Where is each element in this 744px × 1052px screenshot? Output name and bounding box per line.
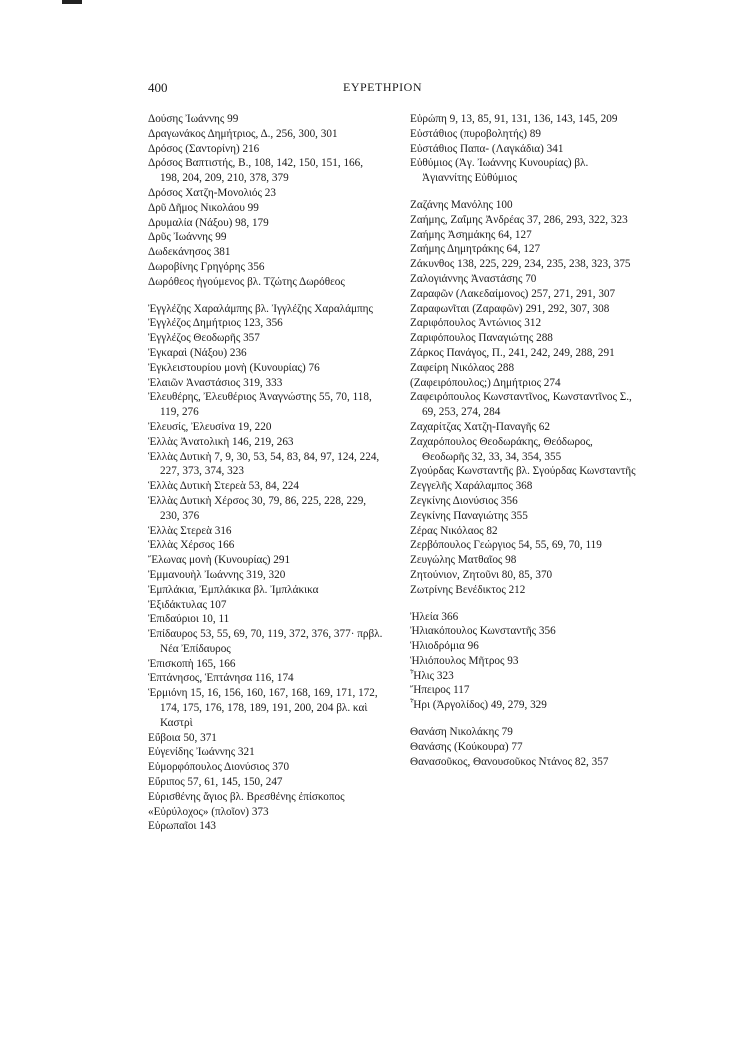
index-entry: Ἐλευσίς, Ἐλευσίνα 19, 220 [148,420,272,433]
index-entry: Εὔριπος 57, 61, 145, 150, 247 [148,776,283,789]
index-entry: Δρόσος (Σαντορίνη) 216 [148,142,260,155]
index-entry: Ζαζάνης Μανόλης 100 [410,198,513,211]
page-header [148,80,632,98]
index-entry: Ἐγγλέζος Δημήτριος 123, 356 [148,317,283,330]
index-entry: Ζωτρίνης Βενέδικτος 212 [410,583,526,596]
index-entry: Ζαήμης Ἀσημάκης 64, 127 [410,228,532,241]
index-entry: Ζαχαρόπουλος Θεοδωράκης, Θεόδωρος, Θεοδωρῆς 32, 33, 34, 354, 355 [410,435,593,463]
index-entry: Εὐστάθιος (πυροβολητής) 89 [410,127,541,140]
index-entry: Ἐλαιῶν Ἀναστάσιος 319, 333 [148,376,283,389]
index-entry: Ζεγκίνης Παναγιώτης 355 [410,509,528,522]
index-entry: Θανάσης (Κούκουρα) 77 [410,740,523,753]
index-entry: Ζάρκος Πανάγος, Π., 241, 242, 249, 288, 291 [410,346,615,359]
index-entry: Ἤπειρος 117 [410,684,470,697]
index-entry: Δρυμαλία (Νάξου) 98, 179 [148,216,269,229]
index-entry: «Εὐρύλοχος» (πλοῖον) 373 [148,805,269,818]
index-entry: Ἐπισκοπὴ 165, 166 [148,657,236,670]
index-entry: Ἐγκλειστουρίου μονὴ (Κυνουρίας) 76 [148,361,320,374]
index-entry: Ἐμπλάκια, Ἐμπλάκικα βλ. Ἰμπλάκικα [148,583,319,596]
index-entry: Ζαφειρόπουλος Κωνσταντῖνος, Κωνσταντῖνος Σ., 69, 253, 274, 284 [410,391,632,419]
index-entry: Ἐπιδαύριοι 10, 11 [148,613,230,626]
index-entry: Δωροβίνης Γρηγόρης 356 [148,260,265,273]
index-entry: Ζητούνιον, Ζητοῦνι 80, 85, 370 [410,568,553,581]
index-entry: Ἡλιοδρόμια 96 [410,640,479,653]
index-entry: Εὐγενίδης Ἰωάννης 321 [148,746,255,759]
index-entry: Εὐρισθένης ἅγιος βλ. Βρεσθένης ἐπίσκοπος [148,790,345,803]
index-entry: Ἑλλὰς Δυτικὴ 7, 9, 30, 53, 54, 83, 84, 97, 124, 224, 227, 373, 374, 323 [148,450,380,478]
index-entry: Ἐξιδάκτυλας 107 [148,598,227,611]
index-entry: Δρόσος Χατζη-Μονολιός 23 [148,186,276,199]
index-entry: Ἠλεία 366 [410,610,459,623]
index-entry: Ἐγγλέζης Χαραλάμπης βλ. Ἰγγλέζης Χαραλάμπης [148,302,373,315]
index-entry: Ἦλις 323 [410,669,454,682]
index-entry: Εὐμορφόπουλος Διονύσιος 370 [148,761,290,774]
index-entry: Ἑλλὰς Ἀνατολικὴ 146, 219, 263 [148,435,294,448]
index-entry: Ἑπτάνησος, Ἑπτάνησα 116, 174 [148,672,294,685]
index-entry: Ζάκυνθος 138, 225, 229, 234, 235, 238, 323, 375 [410,258,631,271]
index-entry: Ἑλλὰς Δυτικὴ Χέρσος 30, 79, 86, 225, 228, 229, 230, 376 [148,494,367,522]
index-entry: Θανασοῦκος, Θανουσοῦκος Ντάνος 82, 357 [410,755,609,768]
index-entry: Ζαραφωνῖται (Ζαραφῶν) 291, 292, 307, 308 [410,302,610,315]
index-entry: Ἑλλὰς Χέρσος 166 [148,539,235,552]
index-entry: Δραγωνάκος Δημήτριος, Δ., 256, 300, 301 [148,127,338,140]
index-entry: Ζέρας Νικόλαος 82 [410,524,498,537]
index-entry: Εὔβοια 50, 371 [148,731,217,744]
index-entry: Ἐμμανουὴλ Ἰωάννης 319, 320 [148,568,286,581]
index-entry: Εὐθύμιος (Ἀγ. Ἰωάννης Κυνουρίας) βλ. Ἀγιαννίτης Εὐθύμιος [410,157,589,185]
index-entry: Ἑλλὰς Δυτικὴ Στερεὰ 53, 84, 224 [148,480,299,493]
index-entry: Ζαφείρη Νικόλαος 288 [410,361,515,374]
index-entry: Εὐρωπαῖοι 143 [148,820,217,833]
index-entry: Ζαλογιάννης Ἀναστάσης 70 [410,272,537,285]
index-entry: Ζαριφόπουλος Παναγιώτης 288 [410,332,553,345]
index-entry: Ζευγώλης Ματθαῖος 98 [410,554,517,567]
index-column-right [410,112,638,769]
index-entry: Ἧρι (Ἀργολίδος) 49, 279, 329 [410,699,547,712]
index-entry: Ζγούρδας Κωνσταντῆς βλ. Σγούρδας Κωνσταντῆς [410,465,636,478]
index-entry: Δρῦ Δῆμος Νικολάου 99 [148,201,259,214]
index-entry: Δούσης Ἰωάννης 99 [148,113,239,125]
index-entry: Ἑλλὰς Στερεὰ 316 [148,524,232,537]
section-gap [410,186,638,198]
index-entry: Ἡλιόπουλος Μῆτρος 93 [410,654,519,667]
index-entry: Δρῦς Ἰωάννης 99 [148,231,227,244]
index-entry: Ζαήμης Δημητράκης 64, 127 [410,243,541,256]
index-entry: Εὐστάθιος Παπα- (Λαγκάδια) 341 [410,142,564,155]
index-entry: Ἠλιακόπουλος Κωνσταντῆς 356 [410,625,556,638]
index-entry: Ἐλευθέρης, Ἐλευθέριος Ἀναγνώστης 55, 70, 118, 119, 276 [148,391,372,419]
index-entry: Ζεγγελῆς Χαράλαμπος 368 [410,480,533,493]
index-entry: Θανάση Νικολάκης 79 [410,726,513,739]
page-number: 400 [148,80,168,95]
index-entry: (Ζαφειρόπουλος;) Δημήτριος 274 [410,376,561,389]
index-entry: Ζαραφῶν (Λακεδαίμονος) 257, 271, 291, 307 [410,287,616,300]
index-entry: Ἐγκαραὶ (Νάξου) 236 [148,346,247,359]
index-column-left [148,112,384,834]
section-gap [148,290,384,302]
section-gap [410,713,638,725]
index-entry: Ζερβόπουλος Γεώργιος 54, 55, 69, 70, 119 [410,539,602,552]
index-entry: Ζαχαρίτζας Χατζη-Παναγῆς 62 [410,420,550,433]
index-entry: Ζεγκίνης Διονύσιος 356 [410,494,518,507]
index-entry: Δωρόθεος ἡγούμενος βλ. Τζώτης Δωρόθεος [148,275,345,288]
scan-edge-mark [62,0,82,4]
index-entry: Δρόσος Βαπτιστής, Β., 108, 142, 150, 151, 166, 198, 204, 209, 210, 378, 379 [148,157,364,185]
index-entry: Ἐγγλέζος Θεοδωρῆς 357 [148,332,260,345]
index-entry: Ἐπίδαυρος 53, 55, 69, 70, 119, 372, 376, 377· πρβλ. Νέα Ἐπίδαυρος [148,628,383,655]
index-entry: Δωδεκάνησος 381 [148,246,231,259]
index-entry: Ζαήμης, Ζαΐμης Ἀνδρέας 37, 286, 293, 322, 323 [410,213,628,226]
index-entry: Ζαριφόπουλος Ἀντώνιος 312 [410,317,542,330]
running-title: ΕΥΡΕΤΗΡΙΟΝ [343,80,422,94]
index-entry: Ἔλωνας μονὴ (Κυνουρίας) 291 [148,554,291,567]
section-gap [410,598,638,610]
index-entry: Ἑρμιόνη 15, 16, 156, 160, 167, 168, 169, 171, 172, 174, 175, 176, 178, 189, 191, 200, 204 βλ. καὶ Καστρὶ [148,687,378,729]
index-entry: Εὐρώπη 9, 13, 85, 91, 131, 136, 143, 145, 209 [410,113,618,125]
